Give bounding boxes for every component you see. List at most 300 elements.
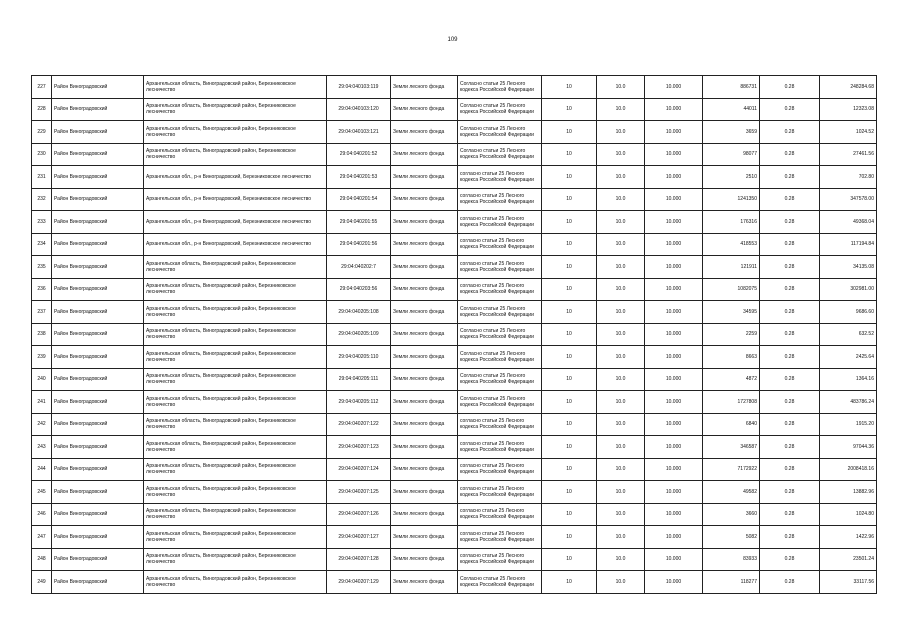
cadastral-number-cell: 29:04:040207:125 (327, 481, 391, 504)
value-cell: 10.0 (597, 233, 645, 256)
amount-cell: 23501.24 (820, 548, 877, 571)
address-cell: Архангельская обл., р-н Виноградовский, Березниковское лесничество (144, 233, 327, 256)
value-cell: 10.0 (597, 413, 645, 436)
cadastral-number-cell: 29:04:040103:121 (327, 121, 391, 144)
value-cell: 10 (542, 278, 597, 301)
value-cell: 10 (542, 188, 597, 211)
area-cell: 1082075 (703, 278, 760, 301)
value-cell: 10 (542, 413, 597, 436)
amount-cell: 117194.84 (820, 233, 877, 256)
land-category-cell: Земли лесного фонда (391, 211, 458, 234)
land-category-cell: Земли лесного фонда (391, 121, 458, 144)
row-number: 244 (32, 458, 52, 481)
cadastral-number-cell: 29:04:040207:129 (327, 571, 391, 594)
district-cell: Район Виноградовский (52, 571, 144, 594)
value-cell: 10.000 (645, 278, 703, 301)
value-cell: 10.0 (597, 76, 645, 99)
district-cell: Район Виноградовский (52, 368, 144, 391)
value-cell: 10.000 (645, 188, 703, 211)
address-cell: Архангельская обл., р-н Виноградовский, Березниковское лесничество (144, 166, 327, 189)
cadastral-number-cell: 29:04:040205:111 (327, 368, 391, 391)
value-cell: 10.000 (645, 436, 703, 459)
rate-cell: 0.28 (760, 188, 820, 211)
value-cell: 10 (542, 481, 597, 504)
land-category-cell: Земли лесного фонда (391, 481, 458, 504)
value-cell: 10.0 (597, 368, 645, 391)
amount-cell: 49368.04 (820, 211, 877, 234)
row-number: 243 (32, 436, 52, 459)
district-cell: Район Виноградовский (52, 458, 144, 481)
address-cell: Архангельская область, Виноградовский район, Березниковское лесничество (144, 571, 327, 594)
legal-basis-cell: согласно статьи 25 Лесного кодекса Российской Федерации (458, 166, 542, 189)
area-cell: 49582 (703, 481, 760, 504)
table-row (32, 548, 877, 571)
table-row (32, 143, 877, 166)
area-cell: 5082 (703, 526, 760, 549)
cadastral-number-cell: 29:04:040207:128 (327, 548, 391, 571)
value-cell: 10.0 (597, 278, 645, 301)
district-cell: Район Виноградовский (52, 481, 144, 504)
amount-cell: 483786.24 (820, 391, 877, 414)
legal-basis-cell: согласно статьи 25 Лесного кодекса Российской Федерации (458, 256, 542, 279)
rate-cell: 0.28 (760, 166, 820, 189)
land-category-cell: Земли лесного фонда (391, 76, 458, 99)
value-cell: 10.000 (645, 368, 703, 391)
district-cell: Район Виноградовский (52, 278, 144, 301)
area-cell: 3659 (703, 121, 760, 144)
cadastral-number-cell: 29:04:040201:54 (327, 188, 391, 211)
table-row (32, 481, 877, 504)
value-cell: 10.000 (645, 346, 703, 369)
table-row (32, 368, 877, 391)
land-category-cell: Земли лесного фонда (391, 391, 458, 414)
address-cell: Архангельская область, Виноградовский район, Березниковское лесничество (144, 98, 327, 121)
rate-cell: 0.28 (760, 256, 820, 279)
district-cell: Район Виноградовский (52, 256, 144, 279)
legal-basis-cell: согласно статьи 25 Лесного кодекса Российской Федерации (458, 458, 542, 481)
area-cell: 886731 (703, 76, 760, 99)
amount-cell: 248284.68 (820, 76, 877, 99)
value-cell: 10 (542, 256, 597, 279)
value-cell: 10.000 (645, 323, 703, 346)
cadastral-number-cell: 29:04:040205:112 (327, 391, 391, 414)
area-cell: 98077 (703, 143, 760, 166)
cadastral-number-cell: 29:04:040207:127 (327, 526, 391, 549)
row-number: 228 (32, 98, 52, 121)
area-cell: 3660 (703, 503, 760, 526)
district-cell: Район Виноградовский (52, 76, 144, 99)
amount-cell: 632.52 (820, 323, 877, 346)
district-cell: Район Виноградовский (52, 413, 144, 436)
address-cell: Архангельская область, Виноградовский район, Березниковское лесничество (144, 503, 327, 526)
legal-basis-cell: Согласно статьи 25 Лесного кодекса Российской Федерации (458, 323, 542, 346)
row-number: 233 (32, 211, 52, 234)
value-cell: 10.0 (597, 458, 645, 481)
address-cell: Архангельская область, Виноградовский район, Березниковское лесничество (144, 278, 327, 301)
row-number: 248 (32, 548, 52, 571)
table-row (32, 256, 877, 279)
area-cell: 44011 (703, 98, 760, 121)
address-cell: Архангельская область, Виноградовский район, Березниковское лесничество (144, 436, 327, 459)
value-cell: 10.000 (645, 391, 703, 414)
table-row (32, 121, 877, 144)
area-cell: 8663 (703, 346, 760, 369)
district-cell: Район Виноградовский (52, 323, 144, 346)
amount-cell: 347578.00 (820, 188, 877, 211)
legal-basis-cell: согласно статьи 25 Лесного кодекса Российской Федерации (458, 413, 542, 436)
cadastral-number-cell: 29:04:040207:122 (327, 413, 391, 436)
value-cell: 10.000 (645, 98, 703, 121)
amount-cell: 33117.56 (820, 571, 877, 594)
amount-cell: 97044.36 (820, 436, 877, 459)
amount-cell: 1422.96 (820, 526, 877, 549)
value-cell: 10 (542, 368, 597, 391)
area-cell: 1241350 (703, 188, 760, 211)
rate-cell: 0.28 (760, 368, 820, 391)
rate-cell: 0.28 (760, 301, 820, 324)
row-number: 229 (32, 121, 52, 144)
district-cell: Район Виноградовский (52, 98, 144, 121)
district-cell: Район Виноградовский (52, 121, 144, 144)
value-cell: 10.000 (645, 526, 703, 549)
legal-basis-cell: Согласно статьи 25 Лесного кодекса Российской Федерации (458, 391, 542, 414)
table-row (32, 413, 877, 436)
value-cell: 10 (542, 76, 597, 99)
row-number: 231 (32, 166, 52, 189)
cadastral-number-cell: 29:04:040202:7 (327, 256, 391, 279)
land-category-cell: Земли лесного фонда (391, 436, 458, 459)
district-cell: Район Виноградовский (52, 503, 144, 526)
cadastral-number-cell: 29:04:040203:56 (327, 278, 391, 301)
value-cell: 10 (542, 323, 597, 346)
area-cell: 2510 (703, 166, 760, 189)
land-category-cell: Земли лесного фонда (391, 166, 458, 189)
row-number: 247 (32, 526, 52, 549)
amount-cell: 12323.08 (820, 98, 877, 121)
value-cell: 10 (542, 301, 597, 324)
value-cell: 10 (542, 436, 597, 459)
row-number: 227 (32, 76, 52, 99)
amount-cell: 2425.64 (820, 346, 877, 369)
value-cell: 10.0 (597, 346, 645, 369)
table-row (32, 323, 877, 346)
row-number: 236 (32, 278, 52, 301)
rate-cell: 0.28 (760, 526, 820, 549)
table-row (32, 166, 877, 189)
value-cell: 10.0 (597, 143, 645, 166)
land-category-cell: Земли лесного фонда (391, 233, 458, 256)
table-row (32, 188, 877, 211)
legal-basis-cell: Согласно статьи 25 Лесного кодекса Российской Федерации (458, 368, 542, 391)
legal-basis-cell: согласно статьи 25 Лесного кодекса Российской Федерации (458, 233, 542, 256)
value-cell: 10 (542, 548, 597, 571)
row-number: 246 (32, 503, 52, 526)
rate-cell: 0.28 (760, 233, 820, 256)
area-cell: 176316 (703, 211, 760, 234)
land-category-cell: Земли лесного фонда (391, 143, 458, 166)
value-cell: 10.0 (597, 503, 645, 526)
amount-cell: 702.80 (820, 166, 877, 189)
area-cell: 346587 (703, 436, 760, 459)
value-cell: 10 (542, 166, 597, 189)
legal-basis-cell: Согласно статьи 25 Лесного кодекса Российской Федерации (458, 571, 542, 594)
value-cell: 10.000 (645, 256, 703, 279)
district-cell: Район Виноградовский (52, 391, 144, 414)
row-number: 245 (32, 481, 52, 504)
rate-cell: 0.28 (760, 413, 820, 436)
land-category-cell: Земли лесного фонда (391, 278, 458, 301)
district-cell: Район Виноградовский (52, 436, 144, 459)
rate-cell: 0.28 (760, 323, 820, 346)
rate-cell: 0.28 (760, 76, 820, 99)
area-cell: 121911 (703, 256, 760, 279)
row-number: 240 (32, 368, 52, 391)
address-cell: Архангельская область, Виноградовский район, Березниковское лесничество (144, 548, 327, 571)
land-category-cell: Земли лесного фонда (391, 98, 458, 121)
value-cell: 10 (542, 503, 597, 526)
legal-basis-cell: Согласно статьи 25 Лесного кодекса Российской Федерации (458, 98, 542, 121)
value-cell: 10.000 (645, 301, 703, 324)
value-cell: 10 (542, 458, 597, 481)
address-cell: Архангельская область, Виноградовский район, Березниковское лесничество (144, 458, 327, 481)
rate-cell: 0.28 (760, 571, 820, 594)
value-cell: 10.0 (597, 481, 645, 504)
amount-cell: 1915.20 (820, 413, 877, 436)
rate-cell: 0.28 (760, 121, 820, 144)
land-category-cell: Земли лесного фонда (391, 458, 458, 481)
land-category-cell: Земли лесного фонда (391, 323, 458, 346)
area-cell: 418553 (703, 233, 760, 256)
district-cell: Район Виноградовский (52, 143, 144, 166)
amount-cell: 1024.80 (820, 503, 877, 526)
cadastral-number-cell: 29:04:040207:126 (327, 503, 391, 526)
table-row (32, 458, 877, 481)
value-cell: 10.000 (645, 503, 703, 526)
area-cell: 34595 (703, 301, 760, 324)
value-cell: 10 (542, 121, 597, 144)
district-cell: Район Виноградовский (52, 166, 144, 189)
value-cell: 10.0 (597, 391, 645, 414)
legal-basis-cell: Согласно статьи 25 Лесного кодекса Российской Федерации (458, 346, 542, 369)
value-cell: 10.000 (645, 413, 703, 436)
district-cell: Район Виноградовский (52, 188, 144, 211)
value-cell: 10.000 (645, 76, 703, 99)
legal-basis-cell: согласно статьи 25 Лесного кодекса Российской Федерации (458, 278, 542, 301)
value-cell: 10.0 (597, 166, 645, 189)
legal-basis-cell: согласно статьи 25 Лесного кодекса Российской Федерации (458, 548, 542, 571)
row-number: 235 (32, 256, 52, 279)
value-cell: 10.0 (597, 571, 645, 594)
district-cell: Район Виноградовский (52, 301, 144, 324)
value-cell: 10.000 (645, 211, 703, 234)
page-number: 109 (447, 37, 458, 43)
area-cell: 83933 (703, 548, 760, 571)
address-cell: Архангельская обл., р-н Виноградовский, Березниковское лесничество (144, 211, 327, 234)
table-row (32, 571, 877, 594)
amount-cell: 13882.96 (820, 481, 877, 504)
cadastral-number-cell: 29:04:040201:56 (327, 233, 391, 256)
land-category-cell: Земли лесного фонда (391, 368, 458, 391)
table-row (32, 391, 877, 414)
address-cell: Архангельская область, Виноградовский район, Березниковское лесничество (144, 256, 327, 279)
land-parcels-table (31, 75, 877, 594)
amount-cell: 1364.16 (820, 368, 877, 391)
rate-cell: 0.28 (760, 346, 820, 369)
cadastral-number-cell: 29:04:040201:53 (327, 166, 391, 189)
value-cell: 10.000 (645, 481, 703, 504)
amount-cell: 27461.56 (820, 143, 877, 166)
row-number: 241 (32, 391, 52, 414)
value-cell: 10.0 (597, 98, 645, 121)
legal-basis-cell: согласно статьи 25 Лесного кодекса Российской Федерации (458, 211, 542, 234)
rate-cell: 0.28 (760, 481, 820, 504)
value-cell: 10.000 (645, 458, 703, 481)
row-number: 234 (32, 233, 52, 256)
amount-cell: 9686.60 (820, 301, 877, 324)
amount-cell: 1024.52 (820, 121, 877, 144)
legal-basis-cell: согласно статьи 25 Лесного кодекса Российской Федерации (458, 436, 542, 459)
value-cell: 10.0 (597, 121, 645, 144)
value-cell: 10.000 (645, 166, 703, 189)
value-cell: 10 (542, 571, 597, 594)
address-cell: Архангельская область, Виноградовский район, Березниковское лесничество (144, 76, 327, 99)
rate-cell: 0.28 (760, 98, 820, 121)
address-cell: Архангельская область, Виноградовский район, Березниковское лесничество (144, 121, 327, 144)
rate-cell: 0.28 (760, 458, 820, 481)
table-row (32, 98, 877, 121)
cadastral-number-cell: 29:04:040207:123 (327, 436, 391, 459)
table-row (32, 76, 877, 99)
address-cell: Архангельская область, Виноградовский район, Березниковское лесничество (144, 413, 327, 436)
value-cell: 10.0 (597, 188, 645, 211)
table-row (32, 526, 877, 549)
area-cell: 2259 (703, 323, 760, 346)
row-number: 242 (32, 413, 52, 436)
table-row (32, 301, 877, 324)
value-cell: 10 (542, 391, 597, 414)
amount-cell: 34135.08 (820, 256, 877, 279)
address-cell: Архангельская область, Виноградовский район, Березниковское лесничество (144, 143, 327, 166)
value-cell: 10 (542, 346, 597, 369)
district-cell: Район Виноградовский (52, 548, 144, 571)
legal-basis-cell: Согласно статьи 25 Лесного кодекса Российской Федерации (458, 76, 542, 99)
area-cell: 6840 (703, 413, 760, 436)
land-category-cell: Земли лесного фонда (391, 503, 458, 526)
district-cell: Район Виноградовский (52, 233, 144, 256)
value-cell: 10 (542, 526, 597, 549)
rate-cell: 0.28 (760, 436, 820, 459)
cadastral-number-cell: 29:04:040103:119 (327, 76, 391, 99)
value-cell: 10.0 (597, 211, 645, 234)
legal-basis-cell: Согласно статьи 25 Лесного кодекса Российской Федерации (458, 301, 542, 324)
legal-basis-cell: согласно статьи 25 Лесного кодекса Российской Федерации (458, 481, 542, 504)
cadastral-number-cell: 29:04:040205:109 (327, 323, 391, 346)
address-cell: Архангельская область, Виноградовский район, Березниковское лесничество (144, 391, 327, 414)
land-category-cell: Земли лесного фонда (391, 256, 458, 279)
value-cell: 10.0 (597, 256, 645, 279)
area-cell: 4872 (703, 368, 760, 391)
land-category-cell: Земли лесного фонда (391, 346, 458, 369)
address-cell: Архангельская область, Виноградовский район, Березниковское лесничество (144, 323, 327, 346)
table-row (32, 503, 877, 526)
land-category-cell: Земли лесного фонда (391, 413, 458, 436)
value-cell: 10.000 (645, 233, 703, 256)
district-cell: Район Виноградовский (52, 346, 144, 369)
legal-basis-cell: Согласно статьи 25 Лесного кодекса Российской Федерации (458, 143, 542, 166)
land-category-cell: Земли лесного фонда (391, 188, 458, 211)
address-cell: Архангельская область, Виноградовский район, Березниковское лесничество (144, 526, 327, 549)
table-row (32, 211, 877, 234)
value-cell: 10.0 (597, 301, 645, 324)
rate-cell: 0.28 (760, 211, 820, 234)
rate-cell: 0.28 (760, 143, 820, 166)
row-number: 230 (32, 143, 52, 166)
cadastral-number-cell: 29:04:040103:120 (327, 98, 391, 121)
address-cell: Архангельская обл., р-н Виноградовский, Березниковское лесничество (144, 188, 327, 211)
value-cell: 10.000 (645, 548, 703, 571)
amount-cell: 302981.00 (820, 278, 877, 301)
address-cell: Архангельская область, Виноградовский район, Березниковское лесничество (144, 346, 327, 369)
area-cell: 118277 (703, 571, 760, 594)
table-row (32, 233, 877, 256)
value-cell: 10.000 (645, 143, 703, 166)
address-cell: Архангельская область, Виноградовский район, Березниковское лесничество (144, 301, 327, 324)
value-cell: 10 (542, 211, 597, 234)
area-cell: 7172922 (703, 458, 760, 481)
row-number: 238 (32, 323, 52, 346)
rate-cell: 0.28 (760, 503, 820, 526)
district-cell: Район Виноградовский (52, 526, 144, 549)
value-cell: 10.0 (597, 436, 645, 459)
legal-basis-cell: согласно статьи 25 Лесного кодекса Российской Федерации (458, 188, 542, 211)
land-category-cell: Земли лесного фонда (391, 548, 458, 571)
table-row (32, 346, 877, 369)
value-cell: 10.0 (597, 548, 645, 571)
district-cell: Район Виноградовский (52, 211, 144, 234)
value-cell: 10.0 (597, 323, 645, 346)
value-cell: 10.000 (645, 571, 703, 594)
row-number: 249 (32, 571, 52, 594)
row-number: 237 (32, 301, 52, 324)
address-cell: Архангельская область, Виноградовский район, Березниковское лесничество (144, 481, 327, 504)
value-cell: 10.000 (645, 121, 703, 144)
area-cell: 1727808 (703, 391, 760, 414)
value-cell: 10 (542, 233, 597, 256)
rate-cell: 0.28 (760, 548, 820, 571)
cadastral-number-cell: 29:04:040205:110 (327, 346, 391, 369)
amount-cell: 2008418.16 (820, 458, 877, 481)
cadastral-number-cell: 29:04:040201:52 (327, 143, 391, 166)
cadastral-number-cell: 29:04:040207:124 (327, 458, 391, 481)
rate-cell: 0.28 (760, 278, 820, 301)
row-number: 232 (32, 188, 52, 211)
legal-basis-cell: Согласно статьи 25 Лесного кодекса Российской Федерации (458, 121, 542, 144)
cadastral-number-cell: 29:04:040205:108 (327, 301, 391, 324)
legal-basis-cell: согласно статьи 25 Лесного кодекса Российской Федерации (458, 503, 542, 526)
land-category-cell: Земли лесного фонда (391, 526, 458, 549)
land-category-cell: Земли лесного фонда (391, 571, 458, 594)
value-cell: 10 (542, 98, 597, 121)
rate-cell: 0.28 (760, 391, 820, 414)
table-row (32, 278, 877, 301)
legal-basis-cell: согласно статьи 25 Лесного кодекса Российской Федерации (458, 526, 542, 549)
value-cell: 10 (542, 143, 597, 166)
value-cell: 10.0 (597, 526, 645, 549)
row-number: 239 (32, 346, 52, 369)
address-cell: Архангельская область, Виноградовский район, Березниковское лесничество (144, 368, 327, 391)
land-category-cell: Земли лесного фонда (391, 301, 458, 324)
cadastral-number-cell: 29:04:040201:55 (327, 211, 391, 234)
